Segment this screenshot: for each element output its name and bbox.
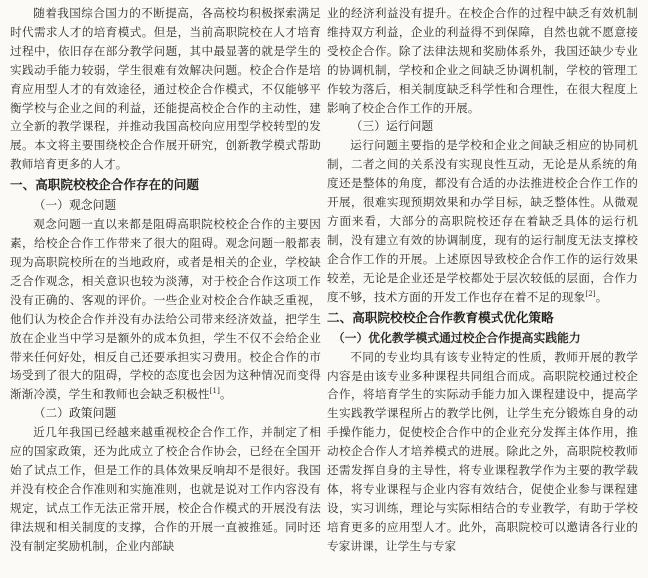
subsection-policy-heading: （二）政策问题 (33, 406, 117, 421)
concept-paragraph (10, 215, 321, 404)
subsection-concept-heading: （一）观念问题 (33, 198, 117, 213)
concept-text: 观念问题一直以来都是阻碍高职院校校企合作的主要因素，给校企合作工作带来了很大的阻碍。观念问题一般都表现为高职院校所在的当地政府，或者是相关的企业，学校缺乏合作观念，相关意识也较为淡薄，对于校企合作这项工作没有正确的、客观的评价。一些企业对校企合作缺乏重视，他们认为校企合作并没有办法给公司带来经济效益，把学生放在企业当中学习是额外的成本负担，学生不仅不会给企业带来任何好处，相反自己还要承担实习费用。校企合作的市场受到了很大的阻碍，学校的态度也会因为这种情况而变得渐渐冷漠，学生和教师也会缺乏积极性 (10, 217, 321, 402)
operation-paragraph (327, 136, 638, 306)
policy-paragraph: 近几年我国已经越来越重视校企合作工作，并制定了相应的国家政策，还为此成立了校企合作协会，已经在全国开始了试点工作，但是工作的具体效果反响却不是很好。我国并没有校企合作准则和实施准则，也就是说对工作内容没有规定，试点工作无法正常开展，校企合作模式的开展没有法律法规和相关制度的支撑，合作的开展一直被推延。同时还没有制定奖励机制，企业内部缺 (10, 425, 321, 553)
operation-end: 。 (595, 289, 608, 304)
section-2-heading: 二、高职院校校企合作教育模式优化策略 (327, 309, 554, 325)
teaching-paragraph: 不同的专业均具有该专业特定的性质，教师开展的教学内容是由该专业多种课程共同组合而成。高职院校通过校企合作，将培育学生的实际动手能力加入课程建设中，提高学生实践教学课程所占的教学比例，让学生充分锻炼自身的动手操作能力，促使校企合作中的企业充分发挥主体作用，推动校企合作人才培养模式的进展。除此之外，高职院校教师还需发挥自身的主导性，将专业课程教学作为主要的教学载体，将专业课程与企业内容有效结合，促使企业参与课程建设，实习训练，理论与实际相结合的专业教学，有助于学校培育更多的应用型人才。此外，高职院校可以邀请各行业的专家讲课，让学生与专家 (327, 349, 638, 553)
operation-text: 运行问题主要指的是学校和企业之间缺乏相应的协同机制，二者之间的关系没有实现良性互动，无论是从系统的角度还是整体的角度，都没有合适的办法推进校企合作工作的开展，很难实现预期效果和办学目标，缺乏整体性。从微观方面来看，大部分的高职院校还存在着缺乏具体的运行机制，没有建立有效的协调制度，现有的运行制度无法支撑校企合作工作的开展。上述原因导致校企合作工作的运行效果较差，无论是企业还是学校都处于层次较低的层面，合作力度不够，技术方面的开发工作也存在着不足的现象 (327, 138, 638, 304)
subsection-teaching-heading: （一）优化教学模式通过校企合作提高实践能力 (332, 330, 581, 345)
intro-paragraph: 随着我国综合国力的不断提高，各高校均积极探索满足时代需求人才的培育模式。但是，当前高职院校在人才培育过程中，依旧存在部分教学问题，其中最显著的就是学生的实践动手能力较弱，学生很难有效解决问题。校企合作是培育应用型人才的有效途径，通过校企合作模式，不仅能够平衡学校与企业之间的利益，还能提高校企合作的主动性，建立全新的教学课程，并推动我国高校向应用型学校转型的发展。本文将主要围绕校企合作展开研究，创新教学模式帮助教师培育更多的人才。 (10, 6, 321, 172)
citation-1[interactable]: [1] (209, 387, 221, 396)
right-column (327, 4, 638, 578)
policy-continued-paragraph: 业的经济利益没有提升。在校企合作的过程中缺乏有效机制维持双方利益，企业的利益得不到保障，自然也就不愿意接受校企合作。除了法律法规和奖励体系外，我国还缺少专业的协调机制，学校和企业之间缺乏协调机制，学校的管理工作较为落后，相关制度缺乏科学性和合理性，在很大程度上影响了校企合作工作的开展。 (327, 6, 638, 115)
section-1-heading: 一、高职院校校企合作存在的问题 (10, 177, 199, 193)
citation-2[interactable]: [2] (585, 289, 596, 298)
subsection-operation-heading: （三）运行问题 (350, 119, 434, 134)
concept-end: 。 (220, 387, 232, 402)
left-column (10, 4, 321, 578)
